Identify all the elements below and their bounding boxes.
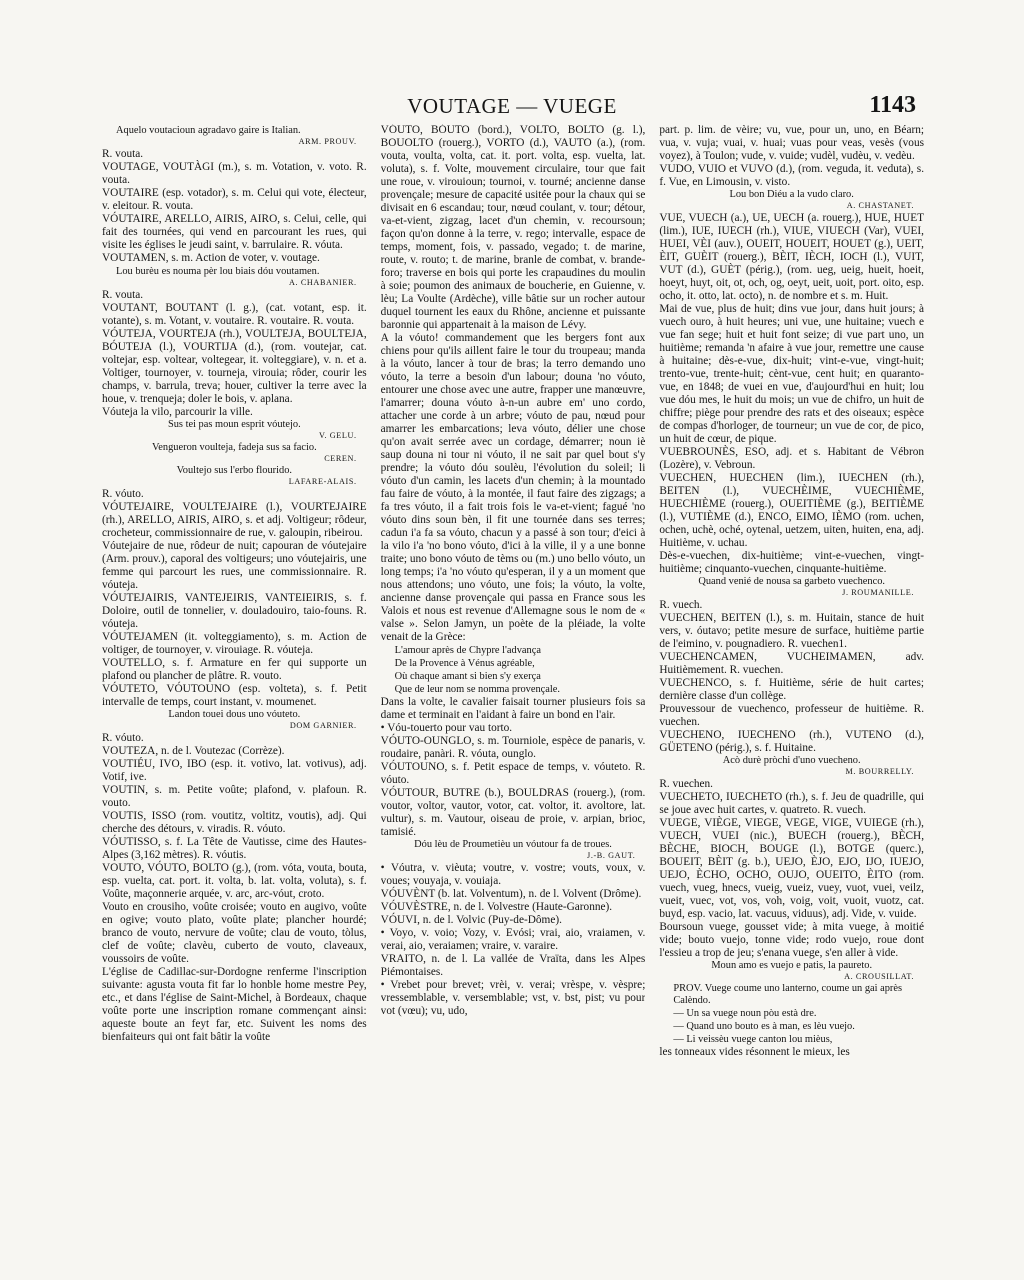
entry-paragraph: VÓUTETO, VÓUTOUNO (esp. volteta), s. f. Petit intervalle de temps, court instant, v. moumenet. bbox=[102, 683, 367, 708]
entry-paragraph: VUECHEN, BEITEN (l.), s. m. Huitain, stance de huit vers, v. óutavo; petite mesure de surface, huitième partie de l'eimino, v. pougnadiero. R. vuechen1. bbox=[659, 612, 925, 650]
column-middle bbox=[381, 124, 646, 1214]
quotation-line: Que de leur nom se nomma provençale. bbox=[394, 684, 560, 695]
entry-paragraph: • Vrebet pour brevet; vrèi, v. verai; vrèspe, v. vèspre; vressemblable, v. versemblable; vst, v. bst, pist; vu pour vot (vœu); vu, udo, bbox=[380, 979, 646, 1017]
running-head: VOUTAGE — VUEGE bbox=[407, 94, 617, 118]
entry-paragraph: VOUTAGE, VOUTÀGI (m.), s. m. Votation, v. voto. R. vouta. bbox=[102, 161, 367, 186]
citation-line: Sus tei pas moun esprit vóutejo. bbox=[167, 419, 301, 430]
entry-paragraph: VÓUTEJAMEN (it. volteggiamento), s. m. Action de voltiger, de tournoyer, v. virouiage. R. vóuteja. bbox=[102, 631, 367, 656]
entry-paragraph: A la vóuto! commandement que les bergers font aux chiens pour qu'ils aillent faire le tour du troupeau; manda à la vóuto, lancer à tour de bras; la terro demando uno vóuto, la terre a besoin d'un labour; douna 'no vóuto, entourer une chose avec une autre, frapper une manœuvre, l'amarrer; douna vóuto à-n-un aubre em' uno cordo, attacher une corde à un arbre; vóuto de pau, nœud pour amarrer les embarcations; leva vóuto, délier une chose qu'on avait serrée avec un cordage, démarrer; noun iè saup douna ni tour ni vóuto, il ne sait par quel bout s'y prendre; la vóuto dóu soulèu, l'évolution du soleil; li vóuto d'un camin, les lacets d'un chemin; à la mountado fau faire de vóuto, à la montée, il faut faire des zigzags; a fa tres vóuto, il a fait trois fois le va-et-vient; fagué 'no vóuto dins soun bèn, il fit une tournée dans ses terres; cadun i'a fa sa vóuto, chacun y a passé à son tour; d'eici à la vilo i'a 'no bono vóuto, d'ici à la ville, il y a une bonne traite; uno bono vóuto de tèms ou (m.) uno bello vóuto, un long temps; i'a 'no vóuto qu'esperan, il y a un moment que nous attendons; uno vóuto, une fois; la vóuto, la volte, ancienne danse provençale qui passa en France sous les Valois et nous est revenue d'Allemagne sous le nom de « valse ». Selon Jamyn, un poète de la pléiade, la volte venait de la Grèce: bbox=[380, 332, 646, 643]
quotation-source: V. GELU. bbox=[319, 431, 357, 440]
quotation-line: PROV. Vuege coume uno lanterno, coume un gai après Calèndo. bbox=[673, 983, 903, 1006]
quotation-source: M. BOURRELLY. bbox=[845, 767, 915, 776]
entry-paragraph: • Voyo, v. voio; Vozy, v. Evósi; vrai, aio, vraiamen, v. verai, aio, veraiamen; vraire, v. varaire. bbox=[380, 927, 646, 952]
quotation-source: A. CHABANIER. bbox=[289, 278, 357, 287]
entry-paragraph: Vouto en crousiho, voûte croisée; vouto en augivo, voûte en ogive; vouto plato, voûte plate; plancher hourdé; branco de vouto, nervure de voûte; clau de vouto, tòlus, clef de voûte; clavèu, cuberto de vouto, claveaux, voussoirs de voûte. bbox=[102, 901, 367, 965]
entry-paragraph: L'église de Cadillac-sur-Dordogne renferme l'inscription suivante: agusta vouta fit far lo honble home mestre Pey, etc., et dans l'église de Saint-Michel, à Bordeaux, chaque voûte porte une inscription romane commençant ainsi: aqueste boute an feyt far, etc. Suivent les noms des bienfaiteurs qui ont fait bâtir la voûte bbox=[102, 966, 367, 1043]
entry-paragraph: VOUTELLO, s. f. Armature en fer qui supporte un plafond ou plancher de plâtre. R. vouto. bbox=[102, 657, 367, 682]
entry-paragraph: • Vóutra, v. vièuta; voutre, v. vostre; vouts, voux, v. voues; vouyaja, v. vouiaja. bbox=[380, 862, 646, 887]
page-number: 1143 bbox=[869, 92, 916, 118]
quotation-line: — Quand uno bouto es à man, es lèu vuejo. bbox=[673, 1021, 855, 1032]
citation-line: Landon touei dous uno vóuteto. bbox=[168, 709, 301, 720]
entry-paragraph: VUECHETO, IUECHETO (rh.), s. f. Jeu de quadrille, qui se joue avec huit cartes, v. quatreto. R. vuech. bbox=[659, 791, 925, 816]
entry-paragraph: Dans la volte, le cavalier faisait tourner plusieurs fois sa dame et terminait en l'aidant à faire un bond en l'air. bbox=[380, 696, 646, 721]
entry-paragraph: VUDO, VUIO et VUVO (d.), (rom. veguda, it. veduta), s. f. Vue, en Limousin, v. visto. bbox=[659, 163, 925, 188]
citation-line: Lou bon Diéu a la vudo claro. bbox=[729, 189, 854, 200]
entry-paragraph: VUEBROUNÈS, ESO, adj. et s. Habitant de Vébron (Lozère), v. Vebroun. bbox=[659, 446, 925, 471]
entry-paragraph: VOUTIÉU, IVO, IBO (esp. it. votivo, lat. votivus), adj. Votif, ive. bbox=[102, 758, 367, 783]
entry-paragraph: VOUTANT, BOUTANT (l. g.), (cat. votant, esp. it. votante), s. m. Votant, v. voutaire. R. voutaire. R. vouta. bbox=[102, 302, 367, 327]
entry-paragraph: VÓUTOUR, BUTRE (b.), BOULDRAS (rouerg.), (rom. voutor, voltor, vautor, votor, cat. voltor, it. avoltore, lat. vultur), s. m. Vautour, oiseau de proie, v. arpian, brioc, tamisié. bbox=[380, 787, 646, 838]
entry-paragraph: VÓUTO-OUNGLO, s. m. Tourniole, espèce de panaris, v. roudaire, panàri. R. vóuta, ounglo. bbox=[380, 735, 646, 760]
entry-paragraph: R. vouta. bbox=[102, 148, 144, 160]
entry-paragraph: VÓUTAIRE, ARELLO, AIRIS, AIRO, s. Celui, celle, qui fait des tournées, qui vend en parcourant les rues, qui visite les églises le jeudi saint, v. barrulaire. R. vóuta. bbox=[102, 213, 367, 251]
entry-paragraph: VÓUTISSO, s. f. La Tête de Vautisse, cime des Hautes-Alpes (3,162 mètres). R. vóutis. bbox=[102, 836, 367, 861]
column-right bbox=[659, 124, 924, 1214]
entry-paragraph: VOUTIN, s. m. Petite voûte; plafond, v. plafoun. R. vouto. bbox=[102, 784, 367, 809]
page-header bbox=[0, 94, 1024, 124]
entry-paragraph: VOUTEZA, n. de l. Voutezac (Corrèze). bbox=[102, 745, 285, 757]
citation-line: Quand venié de nousa sa garbeto vuechenco. bbox=[698, 576, 886, 587]
entry-paragraph: VUE, VUECH (a.), UE, UECH (a. rouerg.), HUE, HUET (lim.), IUE, IUECH (rh.), VIUE, VIUECH (Var), VUEI, HUEI, VÈI (auv.), OUEIT, HOUEIT, HOUET (g.), UEIT, ÈIT, GUÈIT (rouerg.), BÈIT, IÈCH, IOCH (l.), VUIT, VUT (d.), GUÈT (périg.), (rom. ueg, ueig, hueit, hoeit, hoeyt, huyt, oit, ot, och, og, oeyt, ueit, uoit, port. oito, esp. ocho, it. otto, lat. octo), n. de nombre et s. m. Huit. bbox=[659, 212, 925, 302]
entry-paragraph: VRAITO, n. de l. La vallée de Vraïta, dans les Alpes Piémontaises. bbox=[380, 953, 646, 978]
entry-paragraph: Vóuteja la vilo, parcourir la ville. bbox=[102, 406, 253, 418]
quotation-source: A. CHASTANET. bbox=[846, 201, 915, 210]
entry-paragraph: Dès-e-vuechen, dix-huitième; vint-e-vuechen, vingt-huitième; cinquanto-vuechen, cinquante-huitième. bbox=[659, 550, 925, 575]
quotation-source: J.-B. GAUT. bbox=[587, 851, 636, 860]
entry-paragraph: VOUTAIRE (esp. votador), s. m. Celui qui vote, électeur, v. eleitour. R. vouta. bbox=[102, 187, 367, 212]
entry-paragraph: Vóutejaire de nue, rôdeur de nuit; capouran de vóutejaire (Arm. prouv.), caporal des voltigeurs; uno vóutejairis, une femme qui parcourt les rues, une commissionnaire. R. vóuteja. bbox=[102, 540, 367, 591]
quotation-line: Aquelo voutacioun agradavo gaire is Italian. bbox=[116, 125, 301, 136]
quotation-line: Lou burèu es nouma pèr lou biais dóu voutamen. bbox=[116, 266, 320, 277]
entry-paragraph: R. vouta. bbox=[102, 289, 144, 301]
quotation-line: Où chaque amant si bien s'y exerça bbox=[394, 671, 541, 682]
citation-line: Acò durè pròchi d'uno vuecheno. bbox=[722, 755, 861, 766]
quotation-line: L'amour après de Chypre l'advança bbox=[394, 645, 541, 656]
entry-paragraph: • Vóu-touerto pour vau torto. bbox=[380, 722, 513, 734]
entry-paragraph: VÓUTO, BÓUTO (bord.), VOLTO, BOLTO (g. l.), BOUOLTO (rouerg.), VORTO (d.), VAUTO (a.), (rom. vouta, voulta, volta, cat. it. port. volta, esp. vuelta, lat. voluta), s. f. Volte, mouvement circulaire, tour que fait une roue, v. virouioun; tournoi, v. tourné; ancienne danse provençale; mesure de capacité usitée pour la chaux qui se divisait en 6 escandau; tour, nœud coulant, v. tour; détour, va-et-vient, zigzag, lacet d'un chemin, v. recoursoun; façon qu'on donne à la terre, v. rego; intervalle, espace de temps, moment, fois, v. passado, vegado; t. de marine, route, v. routo; t. de marine, branle de combat, v. brande-foro; traverse en bois qui porte les crapaudines du moulin à soie; poumon des animaux de boucherie, en Guienne, v. lèu; La Voulte (Ardèche), ville bâtie sur un rocher autour duquel tournent les eaux du Rhône, ancienne et puissante baronnie qui appartenait à la maison de Lévy. bbox=[380, 124, 646, 331]
entry-paragraph: Prouvessour de vuechenco, professeur de huitième. R. vuechen. bbox=[659, 703, 925, 728]
entry-paragraph: VOUTIS, ISSO (rom. voutitz, voltitz, voutis), adj. Qui cherche des détours, v. viradis. R. vóuto. bbox=[102, 810, 367, 835]
entry-paragraph: VÓUVI, n. de l. Volvic (Puy-de-Dôme). bbox=[380, 914, 562, 926]
entry-paragraph: VÓUTEJA, VOURTEJA (rh.), VOULTEJA, BOULTEJA, BÓUTEJA (l.), VOURTIJA (d.), (rom. voutejar, cat. voltejar, esp. voltear, voltegear, it. volteggiare), v. n. et a. Voltiger, tournoyer, v. tourneja, virouia; rôder, courir les champs, v. barrula, treva; houer, cultiver la terre avec la houe, v. trenqueja; doler le bois, v. aplana. bbox=[102, 328, 367, 405]
entry-paragraph: VÓUTOUNO, s. f. Petit espace de temps, v. vóuteto. R. vóuto. bbox=[380, 761, 646, 786]
quotation-line: — Li veissèu vuege canton lou mièus, bbox=[673, 1034, 833, 1045]
entry-paragraph: VUECHEN, HUECHEN (lim.), IUECHEN (rh.), BEITEN (l.), VUECHÈIME, VUECHIÈME, HUECHIÈME (rouerg.), OUEITIÈME (g.), BEITIÈME (l.), VUTIÈME (d.), ENCO, EIMO, IÈMO (rom. uchen, ochen, uchè, oché, oytenal, uetzem, uiten, huiten, ena, adj. Huitième, v. uchau. bbox=[659, 472, 925, 549]
entry-paragraph: Boursoun vuege, gousset vide; à mita vuege, à moitié vide; bouto vuejo, tonne vide; rodo vuejo, roue dont l'essieu a trop de jeu; s'enana vuege, s'en aller à vide. bbox=[659, 921, 925, 959]
quotation-line: De la Provence à Vénus agréable, bbox=[394, 658, 535, 669]
entry-paragraph: R. vuech. bbox=[659, 599, 703, 611]
entry-paragraph: VUEGE, VIÈGE, VIEGE, VEGE, VIGE, VUIEGE (rh.), VUECH, VUEI (nic.), BUECH (rouerg.), BÈCH, BÈCHE, BIOCH, BOUGE (l.), BOTGE (querc.), BOUEIT, BÈIT (g. b.), UEJO, ÈJO, EJO, IJO, IUEJO, UEJO, ÈCHO, OCHO, OUJO, OUEITO, ÈITO (rom. vuech, vueg, hnecs, vueig, vueiz, vuey, vuot, vuei, veilz, vueit, vuec, vot, vos, voh, voig, voit, vuoit, vuotz, cat. buyd, esp. vacio, lat. vacuus, viduus), adj. Vide, v. vuide. bbox=[659, 817, 925, 920]
citation-line: Vengueron voulteja, fadeja sus sa facio. bbox=[151, 442, 317, 453]
quotation-source: ARM. PROUV. bbox=[298, 137, 357, 146]
quotation-line: — Un sa vuege noun pòu està dre. bbox=[673, 1008, 817, 1019]
column-left bbox=[102, 124, 367, 1214]
quotation-source: LAFARE-ALAIS. bbox=[288, 477, 357, 486]
entry-paragraph: Mai de vue, plus de huit; dins vue jour, dans huit jours; à vuech ouro, à huit heures; uni vue, une huitaine; vuech e vue fan sege; huit et huit font seize; di vue part uno, un huitième; remanda 'n afaire à vue jour, remettre une cause à huitaine; dès-e-vue, dix-huit; vint-e-vue, vingt-huit; trento-vue, trente-huit; cènt-vue, cent huit; en quaranto-vue, en 1848; de vuei en vue, d'aujourd'hui en huit; lou vue dóu mes, le huit du mois; un vue de chifro, un huit de chiffre; piège pour prendre des rats et des oiseaux; espèce de compas d'horloger, de tourneur; un vue de cor, de pico, un huit de cœur, de pique. bbox=[659, 303, 925, 445]
entry-paragraph: R. vuechen. bbox=[659, 778, 713, 790]
entry-paragraph: VÓUVÈSTRE, n. de l. Volvestre (Haute-Garonne). bbox=[380, 901, 613, 913]
quotation-source: A. CROUSILLAT. bbox=[844, 972, 915, 981]
entry-paragraph: VÓUVÈNT (b. lat. Volventum), n. de l. Volvent (Drôme). bbox=[380, 888, 642, 900]
quotation-source: DOM GARNIER. bbox=[289, 721, 357, 730]
citation-line: Voultejo sus l'erbo flourido. bbox=[176, 465, 293, 476]
entry-paragraph: R. vóuto. bbox=[102, 732, 144, 744]
entry-paragraph: VÓUTEJAIRIS, VANTEJEIRIS, VANTEIEIRIS, s. f. Doloire, outil de tonnelier, v. douladouiro, taio-founs. R. vóuteja. bbox=[102, 592, 367, 630]
entry-paragraph: les tonneaux vides résonnent le mieux, les bbox=[659, 1046, 850, 1058]
dictionary-columns bbox=[102, 124, 924, 1214]
entry-paragraph: VÓUTEJAIRE, VOULTEJAIRE (l.), VOURTEJAIRE (rh.), ARELLO, AIRIS, AIRO, s. et adj. Voltigeur; rôdeur, crocheteur, commissionnaire de rue, v. galoupin, ribeirou. bbox=[102, 501, 367, 539]
citation-line: Moun amo es vuejo e patis, la paureto. bbox=[711, 960, 873, 971]
entry-paragraph: part. p. lim. de vèire; vu, vue, pour un, uno, en Béarn; vua, v. vuja; vuai, v. huai; vuas pour veas, vesès (vous voyez), à Toulon; vude, v. vuide; vudèl, vudèu, v. vedèu. bbox=[659, 124, 925, 162]
entry-paragraph: VOUTAMEN, s. m. Action de voter, v. voutage. bbox=[102, 252, 320, 264]
entry-paragraph: VUECHENCAMEN, VUCHEIMAMEN, adv. Huitièmement. R. vuechen. bbox=[659, 651, 925, 676]
quotation-source: J. ROUMANILLE. bbox=[842, 588, 915, 597]
citation-line: Dóu lèu de Proumetièu un vóutour fa de troues. bbox=[414, 839, 612, 850]
quotation-source: CEREN. bbox=[324, 454, 357, 463]
entry-paragraph: R. vóuto. bbox=[102, 488, 144, 500]
entry-paragraph: VUECHENO, IUECHENO (rh.), VUTENO (d.), GÜETENO (périg.), s. f. Huitaine. bbox=[659, 729, 925, 754]
entry-paragraph: VUECHENCO, s. f. Huitième, série de huit cartes; dernière classe d'un collège. bbox=[659, 677, 925, 702]
entry-paragraph: VOUTO, VÓUTO, BOLTO (g.), (rom. vóta, vouta, bouta, esp. vuelta, cat. port. it. volta, b. lat. volta, voluta), s. f. Voûte, maçonnerie arquée, v. arc, arc-vóut, croto. bbox=[102, 862, 367, 900]
